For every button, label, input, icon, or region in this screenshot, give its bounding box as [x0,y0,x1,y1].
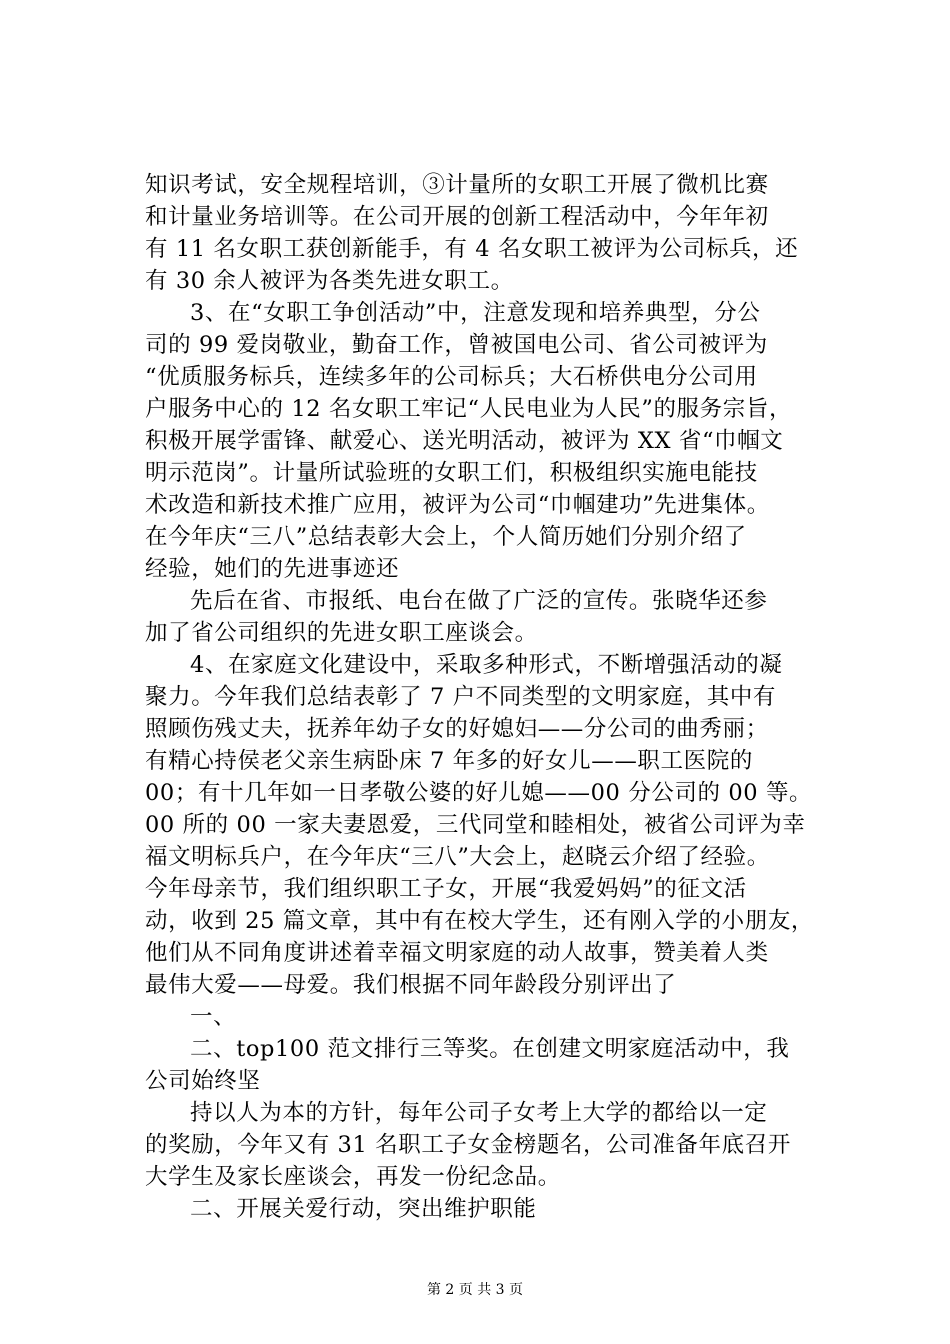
text-line: 最伟大爱——母爱。我们根据不同年龄段分别评出了 [145,972,677,998]
text-line: 经验，她们的先进事迹还 [145,556,400,582]
text-line: 知识考试，安全规程培训，③计量所的女职工开展了微机比赛 [145,172,769,198]
text-line: 术改造和新技术推广应用，被评为公司“巾帼建功”先进集体。 [145,492,770,518]
text-line: 动，收到 25 篇文章，其中有在校大学生，还有刚入学的小朋友， [145,908,815,934]
page-number-footer: 第 2 页 共 3 页 [426,1282,524,1298]
paragraph-start-line: 二、top100 范文排行三等奖。在创建文明家庭活动中，我 [190,1036,790,1062]
text-line: 大学生及家长座谈会，再发一份纪念品。 [145,1164,561,1190]
text-line: 照顾伤残丈夫，抚养年幼子女的好媳妇——分公司的曲秀丽； [145,716,769,742]
text-line: 司的 99 爱岗敬业，勤奋工作，曾被国电公司、省公司被评为 [145,332,768,358]
text-line: 积极开展学雷锋、献爱心、送光明活动，被评为 XX 省“巾帼文 [145,428,784,454]
text-line: 和计量业务培训等。在公司开展的创新工程活动中，今年年初 [145,204,769,230]
text-line: 00；有十几年如一日孝敬公婆的好儿媳——00 分公司的 00 等。 [145,780,813,806]
paragraph-start-line: 一、 [190,1004,237,1030]
text-line: 有 30 余人被评为各类先进女职工。 [145,268,514,294]
text-line: 有 11 名女职工获创新能手，有 4 名女职工被评为公司标兵，还 [145,236,799,262]
paragraph-start-line: 4、在家庭文化建设中，采取多种形式，不断增强活动的凝 [190,652,783,678]
paragraph-start-line: 先后在省、市报纸、电台在做了广泛的宣传。张晓华还参 [190,588,768,614]
text-line: “优质服务标兵，连续多年的公司标兵；大石桥供电分公司用 [145,364,758,390]
text-line: 户服务中心的 12 名女职工牢记“人民电业为人民”的服务宗旨， [145,396,793,422]
text-line: 他们从不同角度讲述着幸福文明家庭的动人故事，赞美着人类 [145,940,769,966]
section-heading: 二、开展关爱行动，突出维护职能 [190,1196,537,1222]
text-line: 明示范岗”。计量所试验班的女职工们，积极组织实施电能技 [145,460,758,486]
text-line: 聚力。今年我们总结表彰了 7 户不同类型的文明家庭，其中有 [145,684,777,710]
text-line: 加了省公司组织的先进女职工座谈会。 [145,620,538,646]
text-line: 今年母亲节，我们组织职工子女，开展“我爱妈妈”的征文活 [145,876,747,902]
text-line: 的奖励，今年又有 31 名职工子女金榜题名，公司准备年底召开 [145,1132,791,1158]
paragraph-start-line: 持以人为本的方针，每年公司子女考上大学的都给以一定 [190,1100,768,1126]
text-line: 福文明标兵户，在今年庆“三八”大会上，赵晓云介绍了经验。 [145,844,770,870]
paragraph-start-line: 3、在“女职工争创活动”中，注意发现和培养典型，分公 [190,300,761,326]
text-line: 公司始终坚 [145,1068,261,1094]
text-line: 00 所的 00 一家夫妻恩爱，三代同堂和睦相处，被省公司评为幸 [145,812,806,838]
text-line: 在今年庆“三八”总结表彰大会上，个人简历她们分别介绍了 [145,524,747,550]
text-line: 有精心持侯老父亲生病卧床 7 年多的好女儿——职工医院的 [145,748,753,774]
